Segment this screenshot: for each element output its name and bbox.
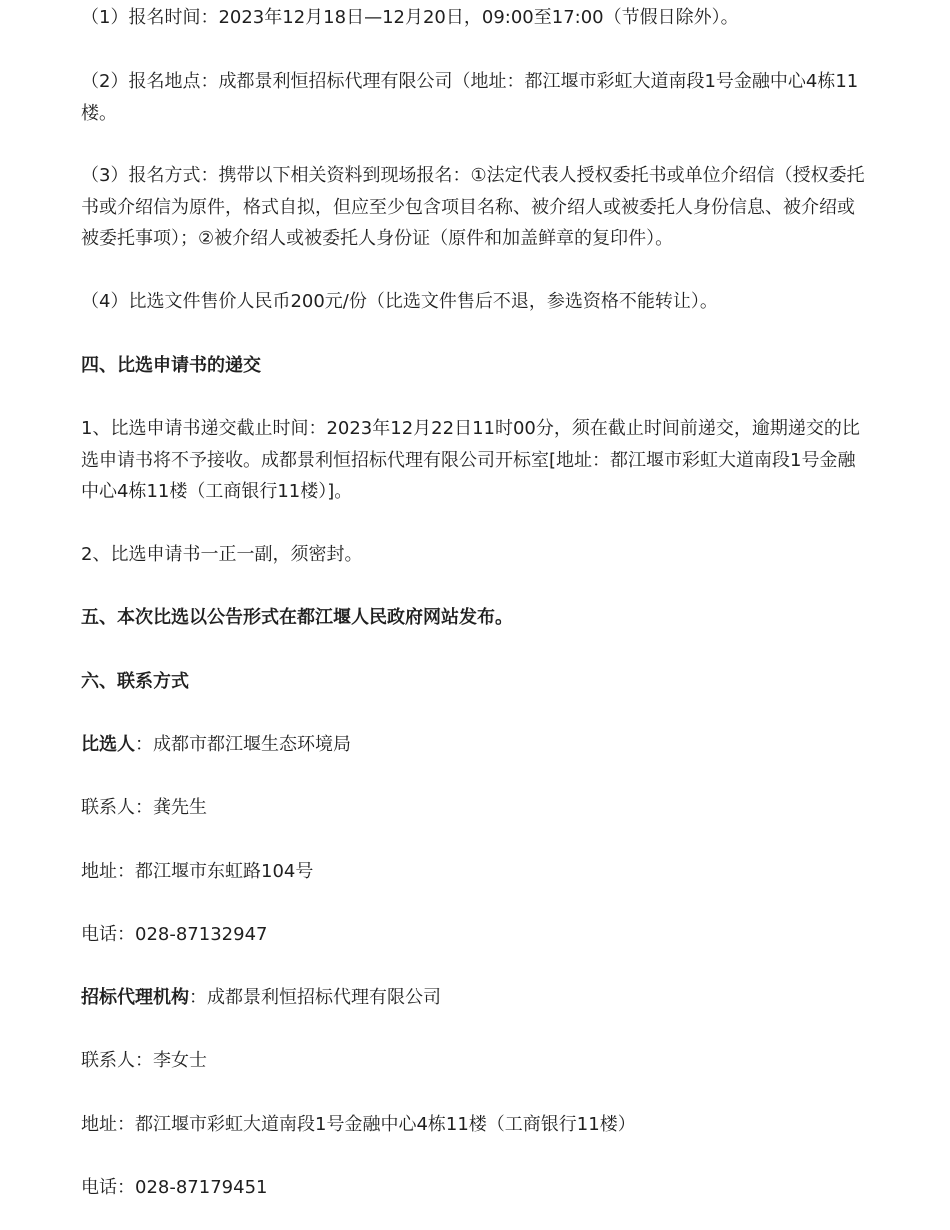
selector-contact: 联系人：龚先生 [81, 797, 207, 818]
selector-line [81, 729, 871, 761]
agency-value: ：成都景利恒招标代理有限公司 [189, 987, 441, 1008]
agency-contact: 联系人：李女士 [81, 1050, 207, 1071]
selector-value: ：成都市都江堰生态环境局 [135, 734, 351, 755]
submission-copies: 2、比选申请书一正一副，须密封。 [81, 544, 363, 565]
agency-phone: 电话：028-87179451 [81, 1177, 268, 1198]
registration-method: （3）报名方式：携带以下相关资料到现场报名：①法定代表人授权委托书或单位介绍信（授权委托书或介绍信为原件，格式自拟，但应至少包含项目名称、被介绍人或被委托人身份信息、被介绍或被委托事项）；②被介绍人或被委托人身份证（原件和加盖鲜章的复印件）。 [81, 165, 865, 249]
registration-location: （2）报名地点：成都景利恒招标代理有限公司（地址：都江堰市彩虹大道南段1号金融中心4栋11楼。 [81, 71, 859, 124]
registration-time: （1）报名时间：2023年12月18日—12月20日，09:00至17:00（节假日除外）。 [81, 7, 739, 28]
section-6-title: 六、联系方式 [81, 671, 189, 692]
section-4-title: 四、比选申请书的递交 [81, 355, 261, 376]
document-price: （4）比选文件售价人民币200元/份（比选文件售后不退，参选资格不能转让）。 [81, 291, 718, 312]
agency-address: 地址：都江堰市彩虹大道南段1号金融中心4栋11楼（工商银行11楼） [81, 1114, 636, 1135]
submission-deadline: 1、比选申请书递交截止时间：2023年12月22日11时00分，须在截止时间前递交，逾期递交的比选申请书将不予接收。成都景利恒招标代理有限公司开标室[地址：都江堰市彩虹大道南段1号金融中心4栋11楼（工商银行11楼）]。 [81, 418, 860, 502]
agency-label: 招标代理机构 [81, 987, 189, 1008]
selector-label: 比选人 [81, 734, 135, 755]
section-5-title: 五、本次比选以公告形式在都江堰人民政府网站发布。 [81, 607, 513, 628]
selector-phone: 电话：028-87132947 [81, 924, 268, 945]
selector-address: 地址：都江堰市东虹路104号 [81, 861, 314, 882]
agency-line [81, 982, 871, 1014]
